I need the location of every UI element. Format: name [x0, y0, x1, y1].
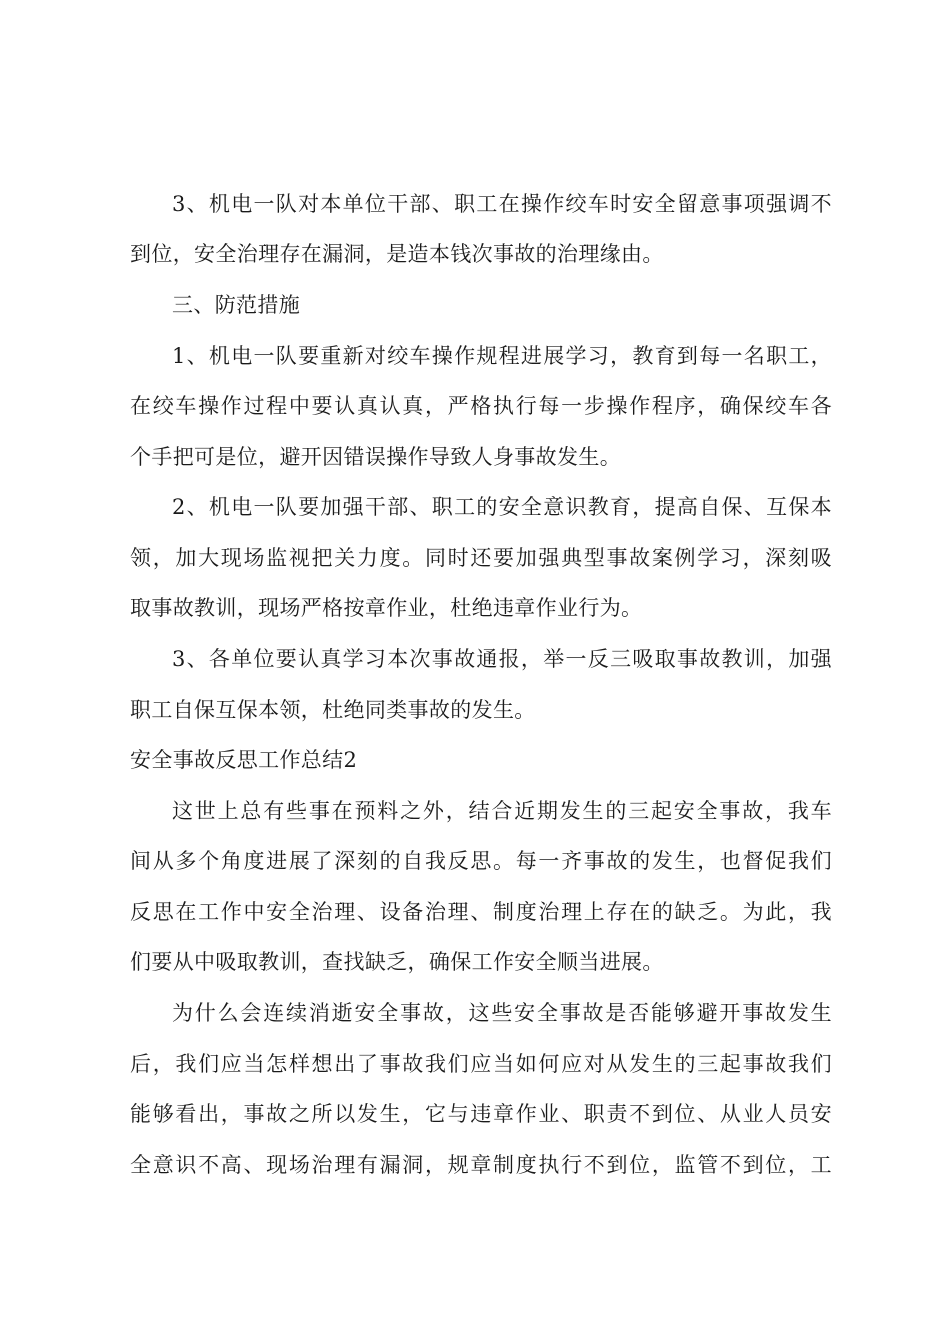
paragraph-line: 到位，安全治理存在漏洞，是造本钱次事故的治理缘由。	[130, 242, 664, 266]
paragraph-line: 这世上总有些事在预料之外，结合近期发生的三起安全事故，我车	[172, 799, 832, 823]
paragraph-line: 1、机电一队要重新对绞车操作规程进展学习，教育到每一名职工，	[172, 344, 832, 368]
paragraph-line: 间从多个角度进展了深刻的自我反思。每一齐事故的发生，也督促我们	[130, 849, 832, 873]
paragraph-line: 职工自保互保本领，杜绝同类事故的发生。	[130, 698, 536, 722]
paragraph-line: 们要从中吸取教训，查找缺乏，确保工作安全顺当进展。	[130, 950, 664, 974]
document-title: 安全事故反思工作总结2	[130, 748, 358, 772]
paragraph-line: 领，加大现场监视把关力度。同时还要加强典型事故案例学习，深刻吸	[130, 546, 832, 570]
paragraph-line: 为什么会连续消逝安全事故，这些安全事故是否能够避开事故发生	[172, 1001, 832, 1025]
paragraph-line: 后，我们应当怎样想出了事故我们应当如何应对从发生的三起事故我们	[130, 1052, 832, 1076]
paragraph-line: 取事故教训，现场严格按章作业，杜绝违章作业行为。	[130, 596, 643, 620]
paragraph-line: 3、各单位要认真学习本次事故通报，举一反三吸取事故教训，加强	[172, 647, 832, 671]
paragraph-line: 个手把可是位，避开因错误操作导致人身事故发生。	[130, 445, 622, 469]
paragraph-line: 反思在工作中安全治理、设备治理、制度治理上存在的缺乏。为此，我	[130, 900, 832, 924]
paragraph-line: 全意识不高、现场治理有漏洞，规章制度执行不到位，监管不到位，工	[130, 1153, 832, 1177]
paragraph-line: 2、机电一队要加强干部、职工的安全意识教育，提高自保、互保本	[172, 495, 832, 519]
paragraph-line: 在绞车操作过程中要认真认真，严格执行每一步操作程序，确保绞车各	[130, 394, 832, 418]
section-heading: 三、防范措施	[172, 293, 301, 317]
paragraph-line: 能够看出，事故之所以发生，它与违章作业、职责不到位、从业人员安	[130, 1102, 832, 1126]
paragraph-line: 3、机电一队对本单位干部、职工在操作绞车时安全留意事项强调不	[172, 192, 832, 216]
